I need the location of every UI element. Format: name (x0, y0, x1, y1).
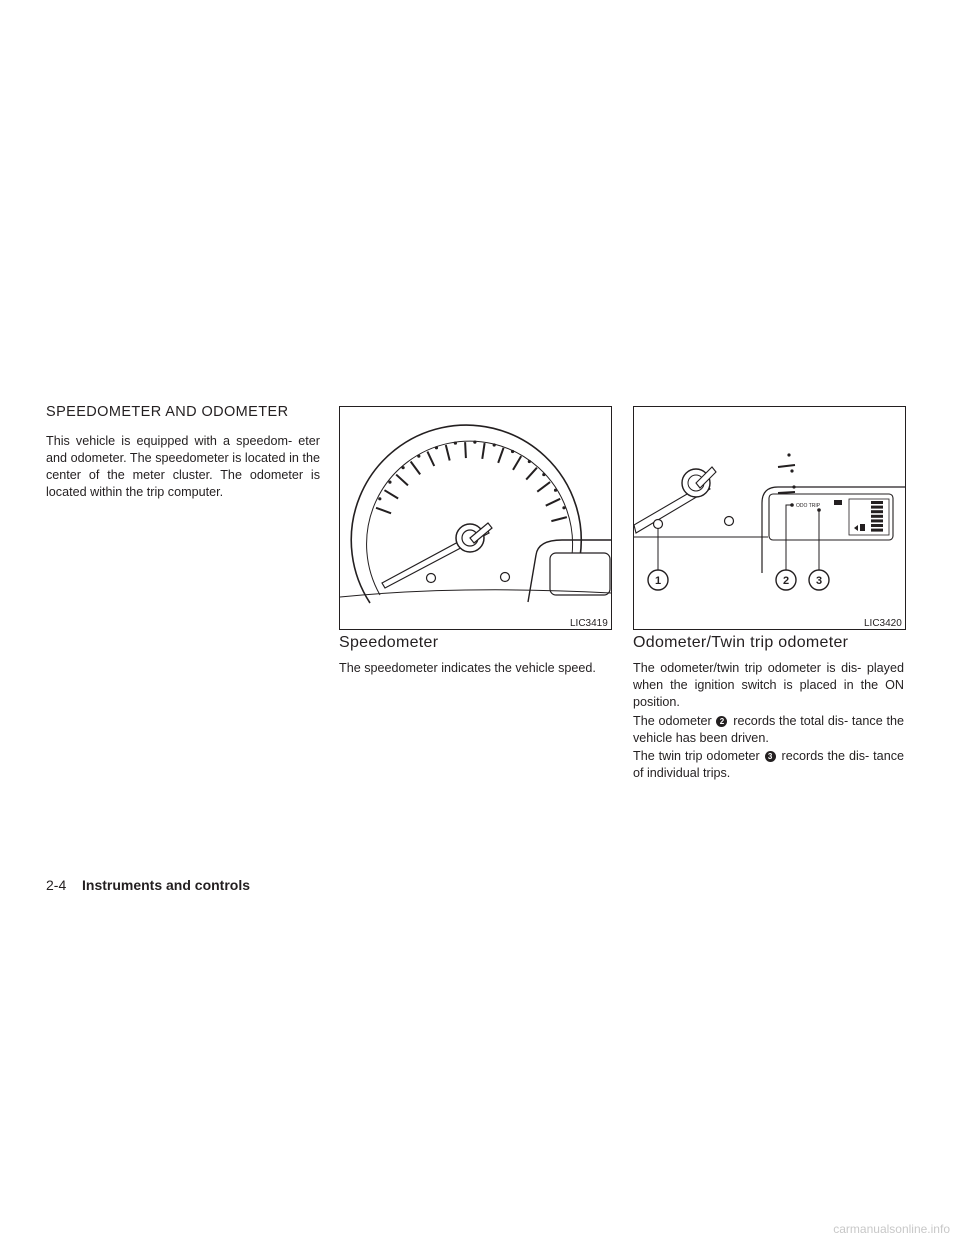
speedometer-tick (427, 452, 434, 466)
speedometer-tick (376, 508, 391, 513)
section-title: SPEEDOMETER AND ODOMETER (46, 404, 289, 420)
odometer-paragraph-3 (633, 748, 904, 782)
speedometer-dot (388, 480, 391, 483)
speedometer-tick (526, 468, 537, 480)
odometer-p3-before: The twin trip odometer (633, 749, 760, 763)
callout-3: 3 (815, 575, 823, 587)
odometer-illustration (634, 407, 905, 629)
callout-1: 1 (654, 575, 662, 587)
odometer-figure (633, 406, 906, 630)
odometer-paragraph-1: The odometer/twin trip odometer is dis- played when the ignition switch is placed in the ON position. (633, 661, 904, 709)
speedometer-dot (562, 506, 565, 509)
speedometer-tick (446, 445, 450, 461)
speedometer-dot (511, 450, 514, 453)
speedometer-tick (396, 475, 408, 486)
page-number: 2-4 (46, 877, 67, 893)
display-label: ODO TRIP (796, 503, 821, 509)
speedometer-tick (513, 456, 521, 470)
speedometer-dot (417, 455, 420, 458)
speedometer-ticks (376, 441, 567, 522)
speedometer-tick (546, 499, 560, 506)
speedometer-dot (378, 497, 381, 500)
fuel-gauge-bar (871, 506, 883, 509)
speedometer-dot (401, 466, 404, 469)
callout-3-inline: 3 (765, 751, 776, 762)
speedometer-text: The speedometer indicates the vehicle speed. (339, 661, 596, 675)
odometer-heading: Odometer/Twin trip odometer (633, 634, 849, 651)
figure-code: LIC3419 (570, 618, 608, 629)
odometer-paragraph-2 (633, 713, 904, 747)
speedometer-tick (551, 517, 566, 521)
speedometer-dot (493, 443, 496, 446)
speedometer-heading: Speedometer (339, 634, 439, 651)
fuel-gauge-bar (871, 519, 883, 522)
speedometer-dot (528, 460, 531, 463)
speedometer-tick (482, 443, 484, 459)
figure-code: LIC3420 (864, 618, 902, 629)
speedometer-illustration (340, 407, 611, 629)
speedometer-figure (339, 406, 612, 630)
odometer-p3-after: records the dis- tance of individual trips. (633, 749, 904, 780)
watermark: carmanualsonline.info (833, 1222, 950, 1236)
callout-2: 2 (782, 575, 790, 587)
fuel-gauge-bar (871, 510, 883, 513)
speedometer-dot (454, 441, 457, 444)
odometer-p2-after: records the total dis- tance the vehicle has been driven. (633, 714, 905, 745)
speedometer-dot (473, 441, 476, 444)
fuel-gauge-bar (871, 529, 883, 532)
speedometer-dot (542, 473, 545, 476)
fuel-gauge-bar (871, 501, 883, 504)
speedometer-tick (537, 482, 550, 492)
fuel-gauge-bar (871, 515, 883, 518)
speedometer-tick (465, 442, 466, 458)
section-intro: This vehicle is equipped with a speedom- eter and odometer. The speedometer is located in the center of the meter cluster. The odometer is located within the trip computer. (46, 434, 320, 499)
speedometer-dot (554, 489, 557, 492)
speedometer-tick (498, 448, 503, 463)
speedometer-dot (435, 446, 438, 449)
callout-2-inline: 2 (716, 716, 727, 727)
odometer-p2-before: The odometer (633, 714, 712, 728)
speedometer-tick (384, 490, 398, 498)
fuel-gauge-bar (871, 524, 883, 527)
chapter-title: Instruments and controls (82, 877, 251, 893)
speedometer-tick (411, 462, 420, 475)
